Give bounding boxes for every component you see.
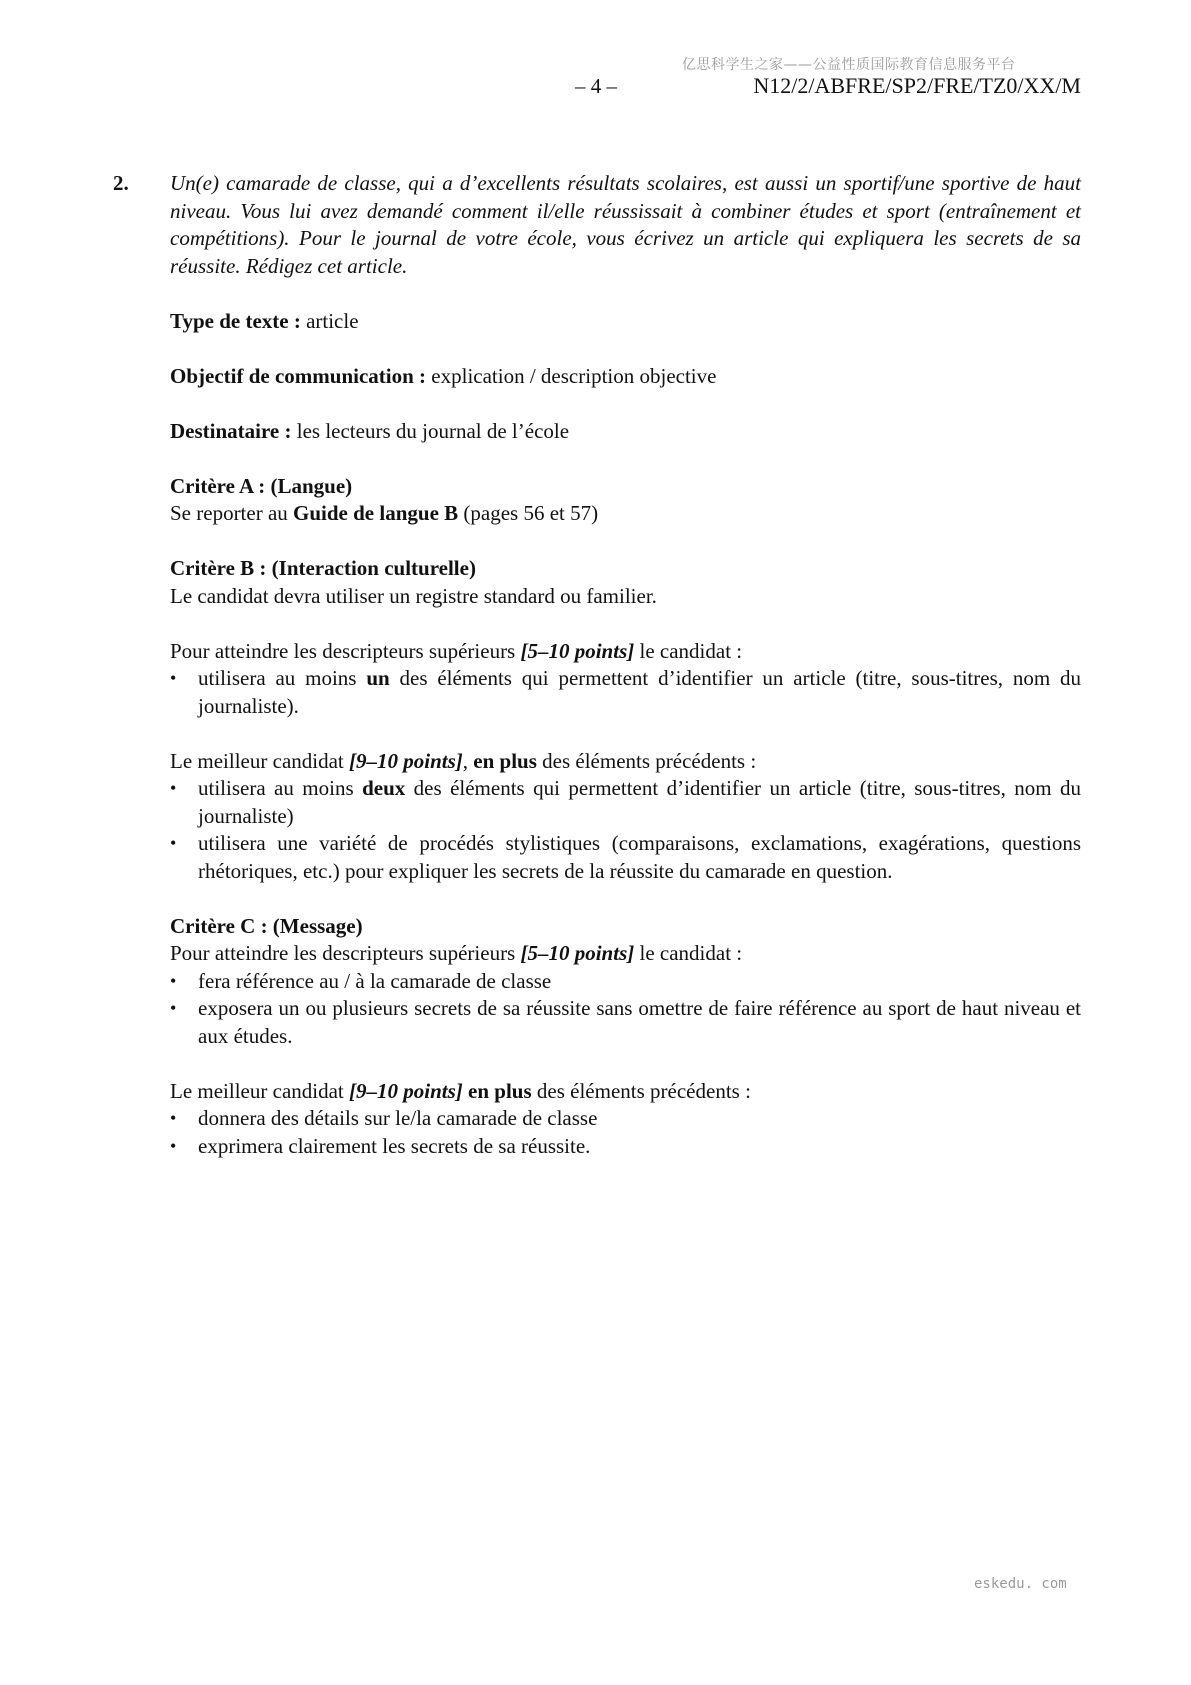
- criterion-a-text-before: Se reporter au: [170, 501, 294, 525]
- recipient-value: les lecteurs du journal de l’école: [291, 418, 570, 443]
- text-type-line: [170, 308, 1081, 336]
- criterion-c-upper-intro: [170, 940, 1081, 968]
- intro-text: Pour atteindre les descripteurs supérieurs: [170, 638, 521, 663]
- en-plus: en plus: [468, 1078, 532, 1103]
- list-item: • exprimera clairement les secrets de sa réussite.: [170, 1133, 1081, 1161]
- criterion-c-upper-list: [170, 968, 1081, 1051]
- criterion-b-best-intro: [170, 748, 1081, 776]
- en-plus: en plus: [473, 748, 537, 773]
- list-item-text: utilisera au moins: [198, 776, 363, 800]
- text-type-label: Type de texte :: [170, 308, 301, 333]
- list-item: [170, 775, 1081, 830]
- points-range: [5–10 points]: [520, 941, 635, 965]
- objective-value: explication / description objective: [426, 363, 717, 388]
- list-item-text: utilisera au moins: [198, 666, 367, 690]
- criterion-a-title: Critère A : (Langue): [170, 473, 353, 498]
- document-code: N12/2/ABFRE/SP2/FRE/TZ0/XX/M: [753, 73, 1081, 98]
- intro-text-after: le candidat :: [634, 638, 743, 663]
- points-range: [9–10 points]: [349, 1078, 463, 1103]
- list-item-text-after: des éléments qui permettent d’identifier un article (titre, sous-titres, nom du journaliste): [198, 776, 1081, 828]
- intro-text: Pour atteindre les descripteurs supérieurs: [170, 941, 521, 965]
- criterion-b-text: Le candidat devra utiliser un registre standard ou familier.: [170, 583, 657, 608]
- recipient-label: Destinataire :: [170, 418, 292, 443]
- separator: ,: [462, 748, 474, 773]
- question-prompt: Un(e) camarade de classe, qui a d’excellents résultats scolaires, est aussi un sportif/une sportive de haut niveau. Vous lui avez demandé comment il/elle réussissait à combiner études et sport (entraînement et compétitions). Pour le journal de votre école, vous écrivez un article qui expliquera les secrets de sa réussite. Rédigez cet article.: [170, 171, 1081, 278]
- criterion-c-best-intro: [170, 1078, 1081, 1106]
- intro-text: Le meilleur candidat: [170, 1078, 350, 1103]
- list-item: [170, 665, 1081, 720]
- criterion-c-title: Critère C : (Message): [170, 913, 363, 938]
- criterion-b-title: Critère B : (Interaction culturelle): [170, 556, 476, 580]
- intro-text-after: des éléments précédents :: [536, 748, 757, 773]
- text-type-value: article: [300, 308, 359, 333]
- criterion-a-text: [170, 500, 1081, 528]
- list-item: • exposera un ou plusieurs secrets de sa réussite sans omettre de faire référence au sport de haut niveau et aux études.: [170, 995, 1081, 1050]
- header-watermark: 亿思科学生之家——公益性质国际教育信息服务平台: [682, 57, 1016, 73]
- points-range: [5–10 points]: [520, 638, 635, 663]
- criterion-c-best-list: [170, 1105, 1081, 1160]
- question-number: 2.: [113, 171, 129, 195]
- objective-label: Objectif de communication :: [170, 363, 427, 388]
- footer-watermark: eskedu. com: [974, 1576, 1067, 1592]
- criterion-b-best-list: [170, 775, 1081, 885]
- list-item-bold: deux: [362, 776, 406, 800]
- list-item-text-after: des éléments qui permettent d’identifier un article (titre, sous-titres, nom du journaliste).: [198, 666, 1081, 718]
- intro-text-after: le candidat :: [634, 941, 743, 965]
- language-guide-reference: Guide de langue B: [293, 501, 459, 525]
- list-item: • fera référence au / à la camarade de classe: [170, 968, 1081, 996]
- intro-text: Le meilleur candidat: [170, 748, 350, 773]
- criterion-b-upper-intro: [170, 638, 1081, 666]
- question-block: [113, 170, 1081, 1160]
- list-item-bold: un: [366, 666, 390, 690]
- intro-text-after: des éléments précédents :: [531, 1078, 751, 1103]
- points-range: [9–10 points]: [349, 748, 463, 773]
- page-number: – 4 –: [575, 74, 617, 98]
- recipient-line: [170, 418, 1081, 446]
- criterion-b-upper-list: [170, 665, 1081, 720]
- objective-line: [170, 363, 1081, 391]
- question-body: [170, 170, 1081, 1160]
- criterion-a-text-after: (pages 56 et 57): [458, 501, 599, 525]
- list-item: • donnera des détails sur le/la camarade de classe: [170, 1105, 1081, 1133]
- list-item: • utilisera une variété de procédés stylistiques (comparaisons, exclamations, exagérations, questions rhétoriques, etc.) pour expliquer les secrets de la réussite du camarade en question.: [170, 830, 1081, 885]
